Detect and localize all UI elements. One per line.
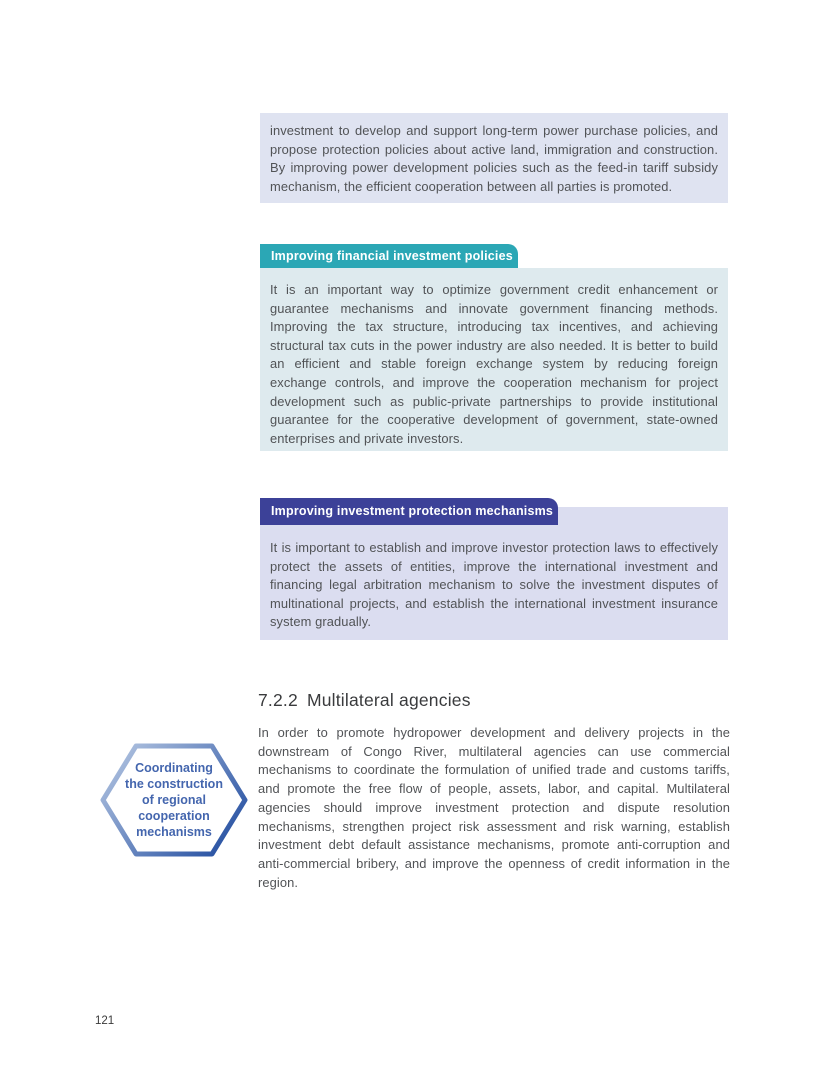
callout-header-investment-protection-mechanisms: Improving investment protection mechanisms (260, 498, 558, 525)
subsection-paragraph: In order to promote hydropower development and delivery projects in the downstream of Congo River, multilateral agencies can use commercial mechanisms to coordinate the formulation of unified trade and customs tariffs, and promote the free flow of people, assets, labor, and capital. Multilateral agencies should improve investment protection and dispute resolution mechanisms, strengthen project risk assessment and risk warning, establish investment debt default assistance mechanisms, promote anti-corruption and anti-commercial bribery, and improve the openness of credit information in the region. (258, 725, 730, 890)
callout-body-financial-investment-policies: It is an important way to optimize government credit enhancement or guarantee mechanisms and innovate government financing methods. Improving the tax structure, introducing tax incentives, and achieving structural tax cuts in the power industry are also needed. It is better to build an efficient and stable foreign exchange system by reducing foreign exchange controls, and improve the cooperation mechanism for project development such as public-private partnerships to provide institutional guarantee for the cooperative development of government, state-owned enterprises and private investors. (260, 268, 728, 451)
hexagon-badge-label: Coordinating the construction of regional cooperation mechanisms (125, 761, 223, 839)
subsection-number: 7.2.2 (258, 690, 298, 710)
callout-body-investment-protection-mechanisms: It is important to establish and improve investor protection laws to effectively protect the assets of entities, improve the international investment and financing legal arbitration mechanism to solve the investment disputes of multinational projects, and establish the international investment insurance system gradually. (260, 507, 728, 640)
intro-paragraph-block: investment to develop and support long-term power purchase policies, and propose protection policies about active land, immigration and construction. By improving power development policies such as the feed-in tariff subsidy mechanism, the efficient cooperation between all parties is promoted. (260, 113, 728, 203)
hexagon-badge (100, 742, 248, 858)
callout-header-financial-investment-policies: Improving financial investment policies (260, 244, 518, 268)
page-number: 121 (95, 1015, 115, 1027)
subsection-title: Multilateral agencies (306, 690, 471, 710)
subsection-heading (258, 690, 471, 711)
